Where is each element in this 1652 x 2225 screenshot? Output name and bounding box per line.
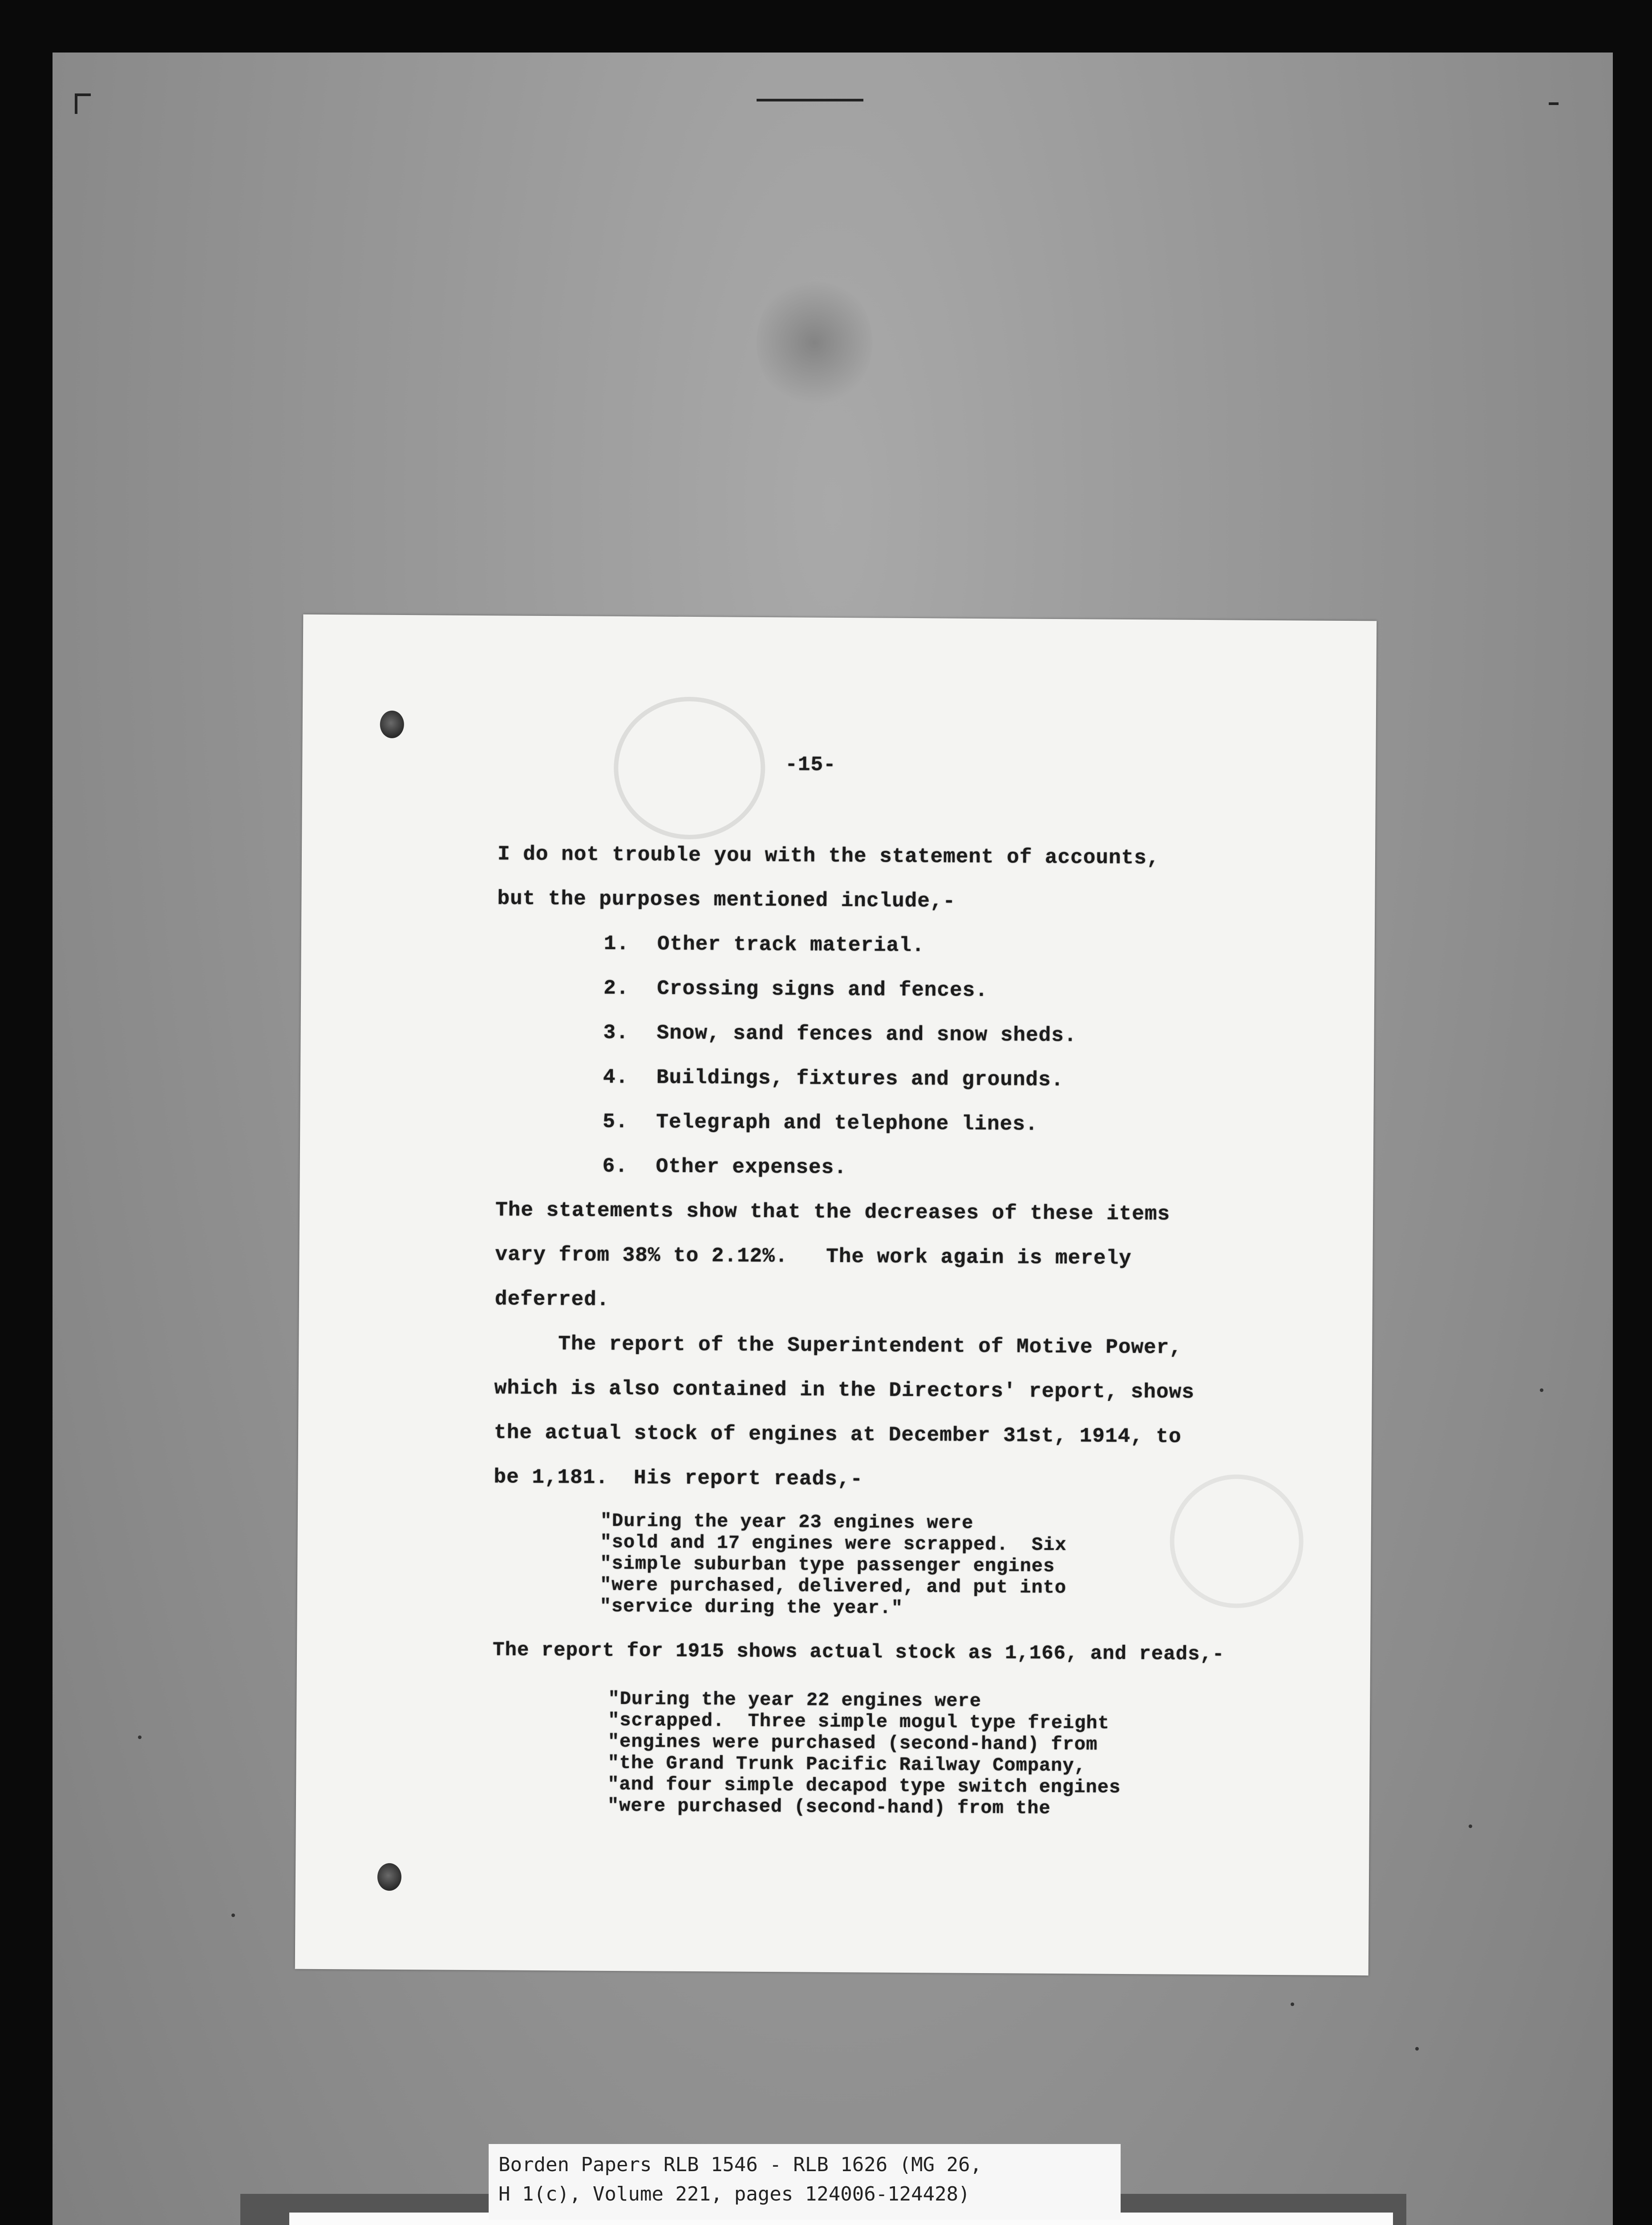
list-item-number: 4. bbox=[603, 1065, 629, 1089]
list-item: Snow, sand fences and snow sheds. bbox=[656, 1021, 1077, 1048]
film-speck bbox=[138, 1736, 142, 1739]
text-line: but the purposes mentioned include,- bbox=[497, 887, 956, 913]
quote-line: "were purchased, delivered, and put into bbox=[599, 1574, 1067, 1599]
film-speck bbox=[1415, 2047, 1419, 2051]
quote-line: "simple suburban type passenger engines bbox=[600, 1553, 1055, 1578]
text-line: The report for 1915 shows actual stock as 1,166, and reads,- bbox=[492, 1639, 1225, 1666]
film-speck bbox=[1469, 1824, 1472, 1828]
film-speck bbox=[231, 1914, 235, 1917]
film-speck bbox=[1291, 2002, 1294, 2006]
list-item: Crossing signs and fences. bbox=[657, 977, 988, 1003]
list-item-number: 5. bbox=[603, 1110, 628, 1134]
list-item-number: 1. bbox=[603, 932, 630, 956]
quote-line: "During the year 23 engines were bbox=[600, 1510, 974, 1534]
faded-stamp bbox=[613, 696, 765, 840]
text-line: deferred. bbox=[494, 1287, 610, 1311]
punch-hole-top bbox=[380, 711, 404, 738]
text-line: be 1,181. His report reads,- bbox=[494, 1465, 863, 1491]
list-item: Other track material. bbox=[657, 932, 925, 958]
text-line: I do not trouble you with the statement of accounts, bbox=[497, 842, 1160, 870]
list-item-number: 2. bbox=[603, 976, 629, 1000]
film-smudge bbox=[757, 276, 872, 409]
list-item: Buildings, fixtures and grounds. bbox=[656, 1066, 1064, 1092]
list-item-number: 3. bbox=[603, 1021, 629, 1045]
text-line: vary from 38% to 2.12%. The work again is merely bbox=[495, 1243, 1132, 1270]
frame-corner-mark bbox=[75, 93, 91, 114]
quote-line: "and four simple decapod type switch engines bbox=[607, 1773, 1121, 1798]
film-speck bbox=[1540, 1388, 1543, 1392]
quote-line: "service during the year." bbox=[599, 1595, 903, 1619]
page-number: -15- bbox=[785, 753, 836, 777]
quote-line: "were purchased (second-hand) from the bbox=[607, 1795, 1051, 1819]
quote-line: "sold and 17 engines were scrapped. Six bbox=[600, 1531, 1067, 1556]
punch-hole-bottom bbox=[377, 1863, 401, 1891]
frame-top-mark bbox=[757, 99, 863, 101]
quote-line: "engines were purchased (second-hand) from bbox=[607, 1731, 1098, 1756]
faded-stamp-lower bbox=[1170, 1474, 1304, 1609]
list-item-number: 6. bbox=[602, 1154, 628, 1178]
quote-line: "During the year 22 engines were bbox=[608, 1688, 982, 1712]
quote-line: "scrapped. Three simple mogul type freight bbox=[608, 1709, 1110, 1734]
text-line: The statements show that the decreases of these items bbox=[495, 1198, 1170, 1226]
frame-right-mark bbox=[1549, 102, 1559, 105]
quote-line: "the Grand Trunk Pacific Railway Company, bbox=[607, 1752, 1086, 1777]
list-item: Telegraph and telephone lines. bbox=[656, 1110, 1038, 1136]
list-item: Other expenses. bbox=[656, 1155, 847, 1180]
text-line: which is also contained in the Directors' report, shows bbox=[494, 1376, 1195, 1404]
catalogue-label-line: H 1(c), Volume 221, pages 124006-124428) bbox=[498, 2183, 970, 2205]
text-line: the actual stock of engines at December 31st, 1914, to bbox=[494, 1421, 1182, 1448]
text-line: The report of the Superintendent of Motive Power, bbox=[494, 1332, 1182, 1359]
typed-page bbox=[295, 615, 1377, 1976]
catalogue-label-line: Borden Papers RLB 1546 - RLB 1626 (MG 26, bbox=[498, 2153, 982, 2176]
catalogue-label bbox=[489, 2144, 1121, 2220]
